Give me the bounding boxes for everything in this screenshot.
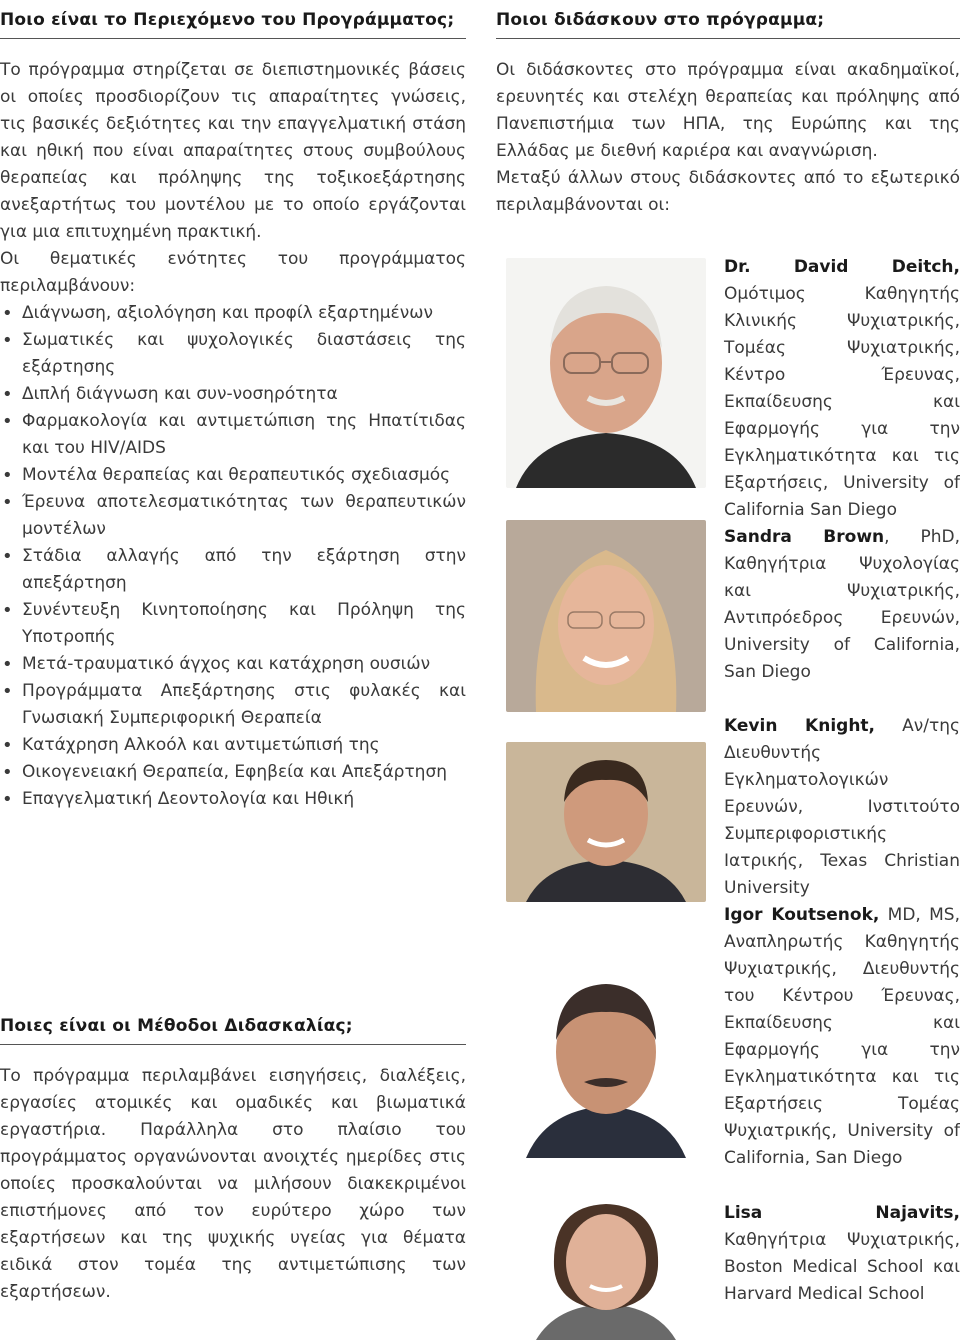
teachers-intro: Οι διδάσκοντες στο πρόγραμμα είναι ακαδημαϊκοί, ερευνητές και στελέχη θεραπείας και πρόληψης από Πανεπιστήμια των ΗΠΑ, της Ευρώπης και της Ελλάδας με διεθνή καριέρα και αναγνώριση. [496,60,960,161]
teacher-bio-lisa-najavits [724,1200,960,1308]
teacher-name: Dr. David Deitch, [724,257,960,277]
topics-list [0,300,466,813]
list-item: • Μετά-τραυματικό άγχος και κατάχρηση ουσιών [0,651,466,678]
teaching-methods-text: Το πρόγραμμα περιλαμβάνει εισηγήσεις, διαλέξεις, εργασίες ατομικές και ομαδικές και βιωματικά εργαστήρια. Παράλληλα στο πλαίσιο του προγράμματος οργανώνονται ανοιχτές ημερίδες στις οποίες προσκαλούνται να μιλήσουν διακεκριμένοι επιστήμονες από τον ευρύτερο χώρο των εξαρτήσεων και της ψυχικής υγείας για θέματα ειδικά στον τομέα της αντιμετώπισης των εξαρτήσεων. [0,1066,466,1302]
teacher-bio-david-deitch [724,254,960,524]
right-column [496,0,960,1304]
list-item: • Έρευνα αποτελεσματικότητας των θεραπευτικών μοντέλων [0,489,466,543]
program-content-heading: Ποιο είναι το Περιεχόμενο του Προγράμματος; [0,0,466,39]
teacher-bio-igor-koutsenok [724,902,960,1172]
kevin-knight-photo [506,742,706,902]
sandra-brown-photo [506,520,706,712]
teacher-desc: MD, MS, Αναπληρωτής Καθηγητής Ψυχιατρικής, Διευθυντής του Κέντρου Έρευνας, Εκπαίδευσης και Εφαρμογής για την Εγκληματικότητα και τις Εξαρτήσεις Τομέας Ψυχιατρικής, University of California, San Diego [724,905,960,1168]
teacher-name: Lisa Najavits, [724,1203,960,1223]
teacher-bio-kevin-knight [724,713,960,902]
list-item: • Φαρμακολογία και αντιμετώπιση της Ηπατίτιδας και του HIV/AIDS [0,408,466,462]
teacher-bio-sandra-brown [724,524,960,686]
topics-intro: Οι θεματικές ενότητες του προγράμματος περιλαμβάνουν: [0,249,466,296]
teacher-name: Igor Koutsenok, [724,905,880,925]
teacher-name: Kevin Knight, [724,716,876,736]
lisa-najavits-photo [506,1186,706,1340]
list-item: • Στάδια αλλαγής από την εξάρτηση στην απεξάρτηση [0,543,466,597]
list-item: • Διάγνωση, αξιολόγηση και προφίλ εξαρτημένων [0,300,466,327]
david-deitch-photo [506,258,706,488]
igor-koutsenok-photo [506,960,706,1158]
list-item: • Συνέντευξη Κινητοποίησης και Πρόληψη της Υποτροπής [0,597,466,651]
teacher-desc: Ομότιμος Καθηγητής Κλινικής Ψυχιατρικής, Τομέας Ψυχιατρικής, Κέντρο Έρευνας, Εκπαίδευσης και Εφαρμογής για την Εγκληματικότητα και τις Εξαρτήσεις, University of California San Diego [724,284,960,520]
teacher-desc: Καθηγήτρια Ψυχιατρικής, Boston Medical School και Harvard Medical School [724,1230,960,1304]
teacher-name: Sandra Brown [724,527,885,547]
teachers-heading: Ποιοι διδάσκουν στο πρόγραμμα; [496,0,960,39]
teachers-intro-abroad: Μεταξύ άλλων στους διδάσκοντες από το εξωτερικό περιλαμβάνονται οι: [496,168,960,215]
teaching-methods-section [0,1006,466,1306]
left-column [0,0,466,813]
list-item: • Επαγγελματική Δεοντολογία και Ηθική [0,786,466,813]
list-item: • Κατάχρηση Αλκοόλ και αντιμετώπισή της [0,732,466,759]
list-item: • Σωματικές και ψυχολογικές διαστάσεις της εξάρτησης [0,327,466,381]
teacher-desc: Αν/της Διευθυντής Εγκληματολογικών Ερευνών, Ινστιτούτο Συμπεριφοριστικής Ιατρικής, Texas Christian University [724,716,960,898]
program-intro: Το πρόγραμμα στηρίζεται σε διεπιστημονικές βάσεις οι οποίες προσδιορίζουν τις απαραίτητες γνώσεις, τις βασικές δεξιότητες και την επαγγελματική στάση και ηθική που είναι απαραίτητες στους συμβούλους θεραπείας και πρόληψης της τοξικοεξάρτησης ανεξαρτήτως του μοντέλου με το οποίο εργάζονται για μια επιτυχημένη πρακτική. [0,60,466,242]
teacher-desc: , PhD, Καθηγήτρια Ψυχολογίας και Ψυχιατρικής, Αντιπρόεδρος Ερευνών, University of California, San Diego [724,527,960,682]
list-item: • Προγράμματα Απεξάρτησης στις φυλακές και Γνωσιακή Συμπεριφορική Θεραπεία [0,678,466,732]
teaching-methods-heading: Ποιες είναι οι Μέθοδοι Διδασκαλίας; [0,1006,466,1045]
list-item: • Διπλή διάγνωση και συν-νοσηρότητα [0,381,466,408]
list-item: • Οικογενειακή Θεραπεία, Εφηβεία και Απεξάρτηση [0,759,466,786]
list-item: • Μοντέλα θεραπείας και θεραπευτικός σχεδιασμός [0,462,466,489]
